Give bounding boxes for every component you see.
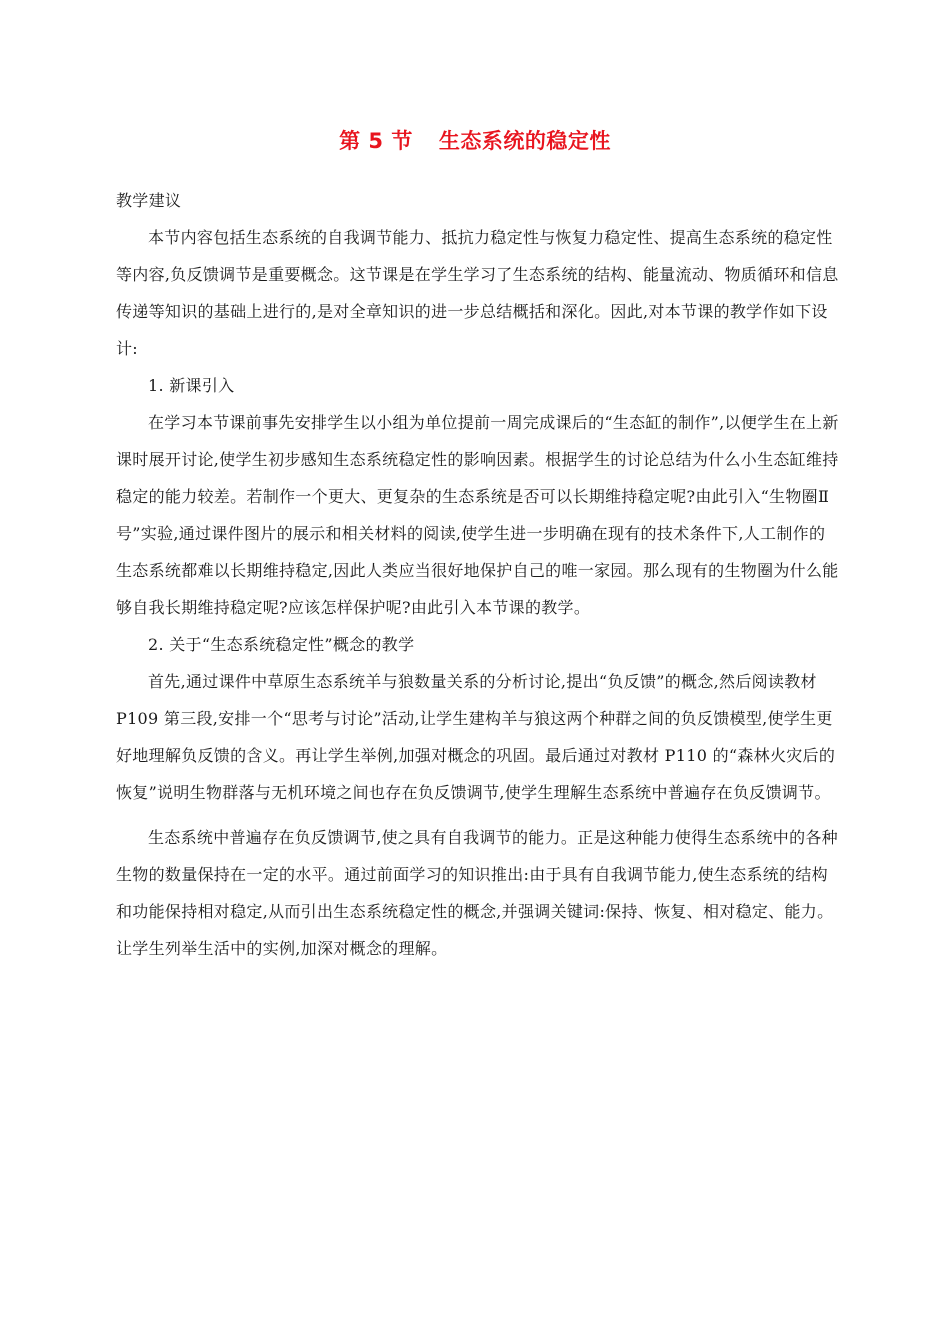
subheading-new-lesson: 1. 新课引入 <box>148 376 235 395</box>
paragraph-new-lesson: 在学习本节课前事先安排学生以小组为单位提前一周完成课后的“生态缸的制作”,以便学生在上新课时展开讨论,使学生初步感知生态系统稳定性的影响因素。根据学生的讨论总结为什么小生态缸维持稳定的能力较差。若制作一个更大、更复杂的生态系统是否可以长期维持稳定呢?由此引入“生物圈Ⅱ号”实验,通过课件图片的展示和相关材料的阅读,使学生进一步明确在现有的技术条件下,人工制作的生态系统都难以长期维持稳定,因此人类应当很好地保护自己的唯一家园。那么现有的生物圈为什么能够自我长期维持稳定呢?应该怎样保护呢?由此引入本节课的教学。 <box>116 413 839 617</box>
paragraph-spacer <box>116 811 840 819</box>
paragraph-intro: 本节内容包括生态系统的自我调节能力、抵抗力稳定性与恢复力稳定性、提高生态系统的稳定性等内容,负反馈调节是重要概念。这节课是在学生学习了生态系统的结构、能量流动、物质循环和信息传递等知识的基础上进行的,是对全章知识的进一步总结概括和深化。因此,对本节课的教学作如下设计: <box>116 228 839 358</box>
page-title <box>0 126 950 156</box>
section-heading: 教学建议 <box>116 191 182 210</box>
paragraph-negative-feedback: 首先,通过课件中草原生态系统羊与狼数量关系的分析讨论,提出“负反馈”的概念,然后阅读教材 P109 第三段,安排一个“思考与讨论”活动,让学生建构羊与狼这两个种群之间的负反馈模型,使学生更好地理解负反馈的含义。再让学生举例,加强对概念的巩固。最后通过对教材 P110 的“森林火灾后的恢复”说明生物群落与无机环境之间也存在负反馈调节,使学生理解生态系统中普遍存在负反馈调节。 <box>116 672 836 802</box>
subheading-concept-teaching: 2. 关于“生态系统稳定性”概念的教学 <box>148 635 415 654</box>
title-text: 生态系统的稳定性 <box>438 129 611 153</box>
paragraph-stability-concept: 生态系统中普遍存在负反馈调节,使之具有自我调节的能力。正是这种能力使得生态系统中的各种生物的数量保持在一定的水平。通过前面学习的知识推出:由于具有自我调节能力,使生态系统的结构和功能保持相对稳定,从而引出生态系统稳定性的概念,并强调关键词:保持、恢复、相对稳定、能力。让学生列举生活中的实例,加深对概念的理解。 <box>116 828 838 958</box>
document-body <box>116 182 840 967</box>
title-section-number: 第 5 节 <box>339 129 413 153</box>
